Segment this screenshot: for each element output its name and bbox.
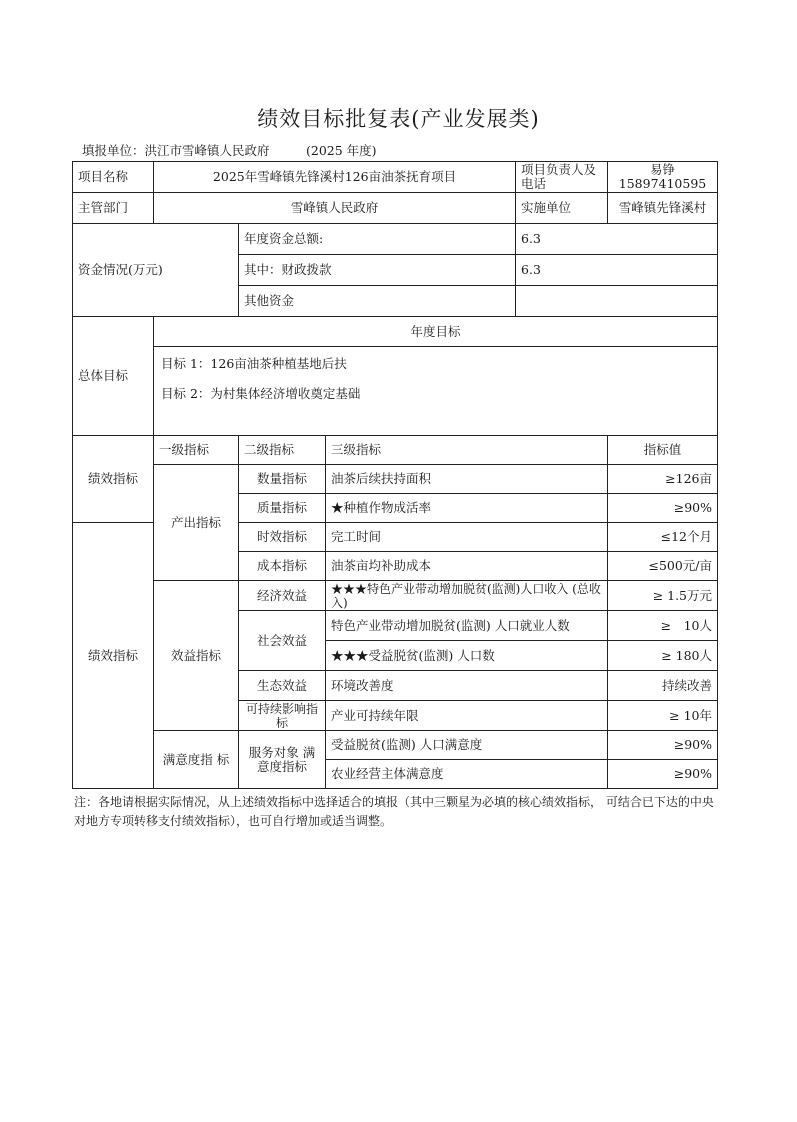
funds-total-label: 年度资金总额: <box>239 224 516 255</box>
funds-other <box>516 286 718 317</box>
goal-1: 目标 1：126亩油茶种植基地后扶 <box>161 356 347 371</box>
economic-l3: ★★★特色产业带动增加脱贫(监测)人口收入 (总收入) <box>326 581 608 611</box>
dept-value: 雪峰镇人民政府 <box>154 193 516 224</box>
impl-label: 实施单位 <box>516 193 608 224</box>
impl-value: 雪峰镇先锋溪村 <box>608 193 718 224</box>
social-1-l3: 特色产业带动增加脱贫(监测) 人口就业人数 <box>326 611 608 641</box>
fill-unit: 填报单位：洪江市雪峰镇人民政府 <box>82 143 270 158</box>
social-2-l3: ★★★受益脱贫(监测) 人口数 <box>326 641 608 671</box>
project-owner: 易铮15897410595 <box>608 162 718 193</box>
cost-value: ≤500元/亩 <box>608 552 718 581</box>
project-name: 2025年雪峰镇先锋溪村126亩油茶抚育项目 <box>154 162 516 193</box>
fill-year: (2025 年度) <box>306 143 377 158</box>
quality-l2: 质量指标 <box>239 494 326 523</box>
indicators-label-top: 绩效指标 <box>73 436 154 523</box>
ecological-l3: 环境改善度 <box>326 671 608 701</box>
timeliness-value: ≤12个月 <box>608 523 718 552</box>
sat-1-l3: 受益脱贫(监测) 人口满意度 <box>326 731 608 760</box>
cost-l3: 油茶亩均补助成本 <box>326 552 608 581</box>
quality-l3: ★种植作物成活率 <box>326 494 608 523</box>
quality-value: ≥90% <box>608 494 718 523</box>
economic-value: ≥ 1.5万元 <box>608 581 718 611</box>
header-l2: 二级指标 <box>239 436 326 465</box>
footnote: 注：各地请根据实际情况，从上述绩效指标中选择适合的填报（其中三颗星为必填的核心绩效指标， 可结合已下达的中央对地方专项转移支付绩效指标），也可自行增加或适当调整。 <box>74 795 714 828</box>
project-owner-label: 项目负责人及电话 <box>516 162 608 193</box>
funds-total: 6.3 <box>516 224 718 255</box>
sat-2-value: ≥90% <box>608 760 718 789</box>
quantity-l2: 数量指标 <box>239 465 326 494</box>
quantity-value: ≥126亩 <box>608 465 718 494</box>
funds-other-label: 其他资金 <box>239 286 516 317</box>
quantity-l3: 油茶后续扶持面积 <box>326 465 608 494</box>
output-label: 产出指标 <box>154 465 239 581</box>
service-label: 服务对象 满意度指标 <box>239 731 326 789</box>
economic-l2: 经济效益 <box>239 581 326 611</box>
timeliness-l3: 完工时间 <box>326 523 608 552</box>
sustainable-value: ≥ 10年 <box>608 701 718 731</box>
ecological-value: 持续改善 <box>608 671 718 701</box>
indicators-label-bottom: 绩效指标 <box>73 523 154 789</box>
sustainable-l2: 可持续影响指标 <box>239 701 326 731</box>
performance-table <box>72 161 718 789</box>
goal-2: 目标 2：为村集体经济增收奠定基础 <box>161 386 361 401</box>
timeliness-l2: 时效指标 <box>239 523 326 552</box>
sat-2-l3: 农业经营主体满意度 <box>326 760 608 789</box>
funds-label: 资金情况(万元) <box>73 224 239 317</box>
funds-fiscal-label: 其中：财政拨款 <box>239 255 516 286</box>
project-name-label: 项目名称 <box>73 162 154 193</box>
sustainable-l3: 产业可持续年限 <box>326 701 608 731</box>
sat-1-value: ≥90% <box>608 731 718 760</box>
page-title: 绩效目标批复表(产业发展类) <box>257 107 540 131</box>
social-1-value: ≥ 10人 <box>608 611 718 641</box>
benefit-label: 效益指标 <box>154 581 239 731</box>
header-l1: 一级指标 <box>154 436 239 465</box>
ecological-l2: 生态效益 <box>239 671 326 701</box>
overall-goals <box>154 347 718 436</box>
dept-label: 主管部门 <box>73 193 154 224</box>
overall-label: 总体目标 <box>73 317 154 436</box>
satisfaction-label: 满意度指 标 <box>154 731 239 789</box>
overall-header: 年度目标 <box>154 317 718 347</box>
header-value: 指标值 <box>608 436 718 465</box>
header-l3: 三级指标 <box>326 436 608 465</box>
funds-fiscal: 6.3 <box>516 255 718 286</box>
social-2-value: ≥ 180人 <box>608 641 718 671</box>
social-label: 社会效益 <box>239 611 326 671</box>
cost-l2: 成本指标 <box>239 552 326 581</box>
